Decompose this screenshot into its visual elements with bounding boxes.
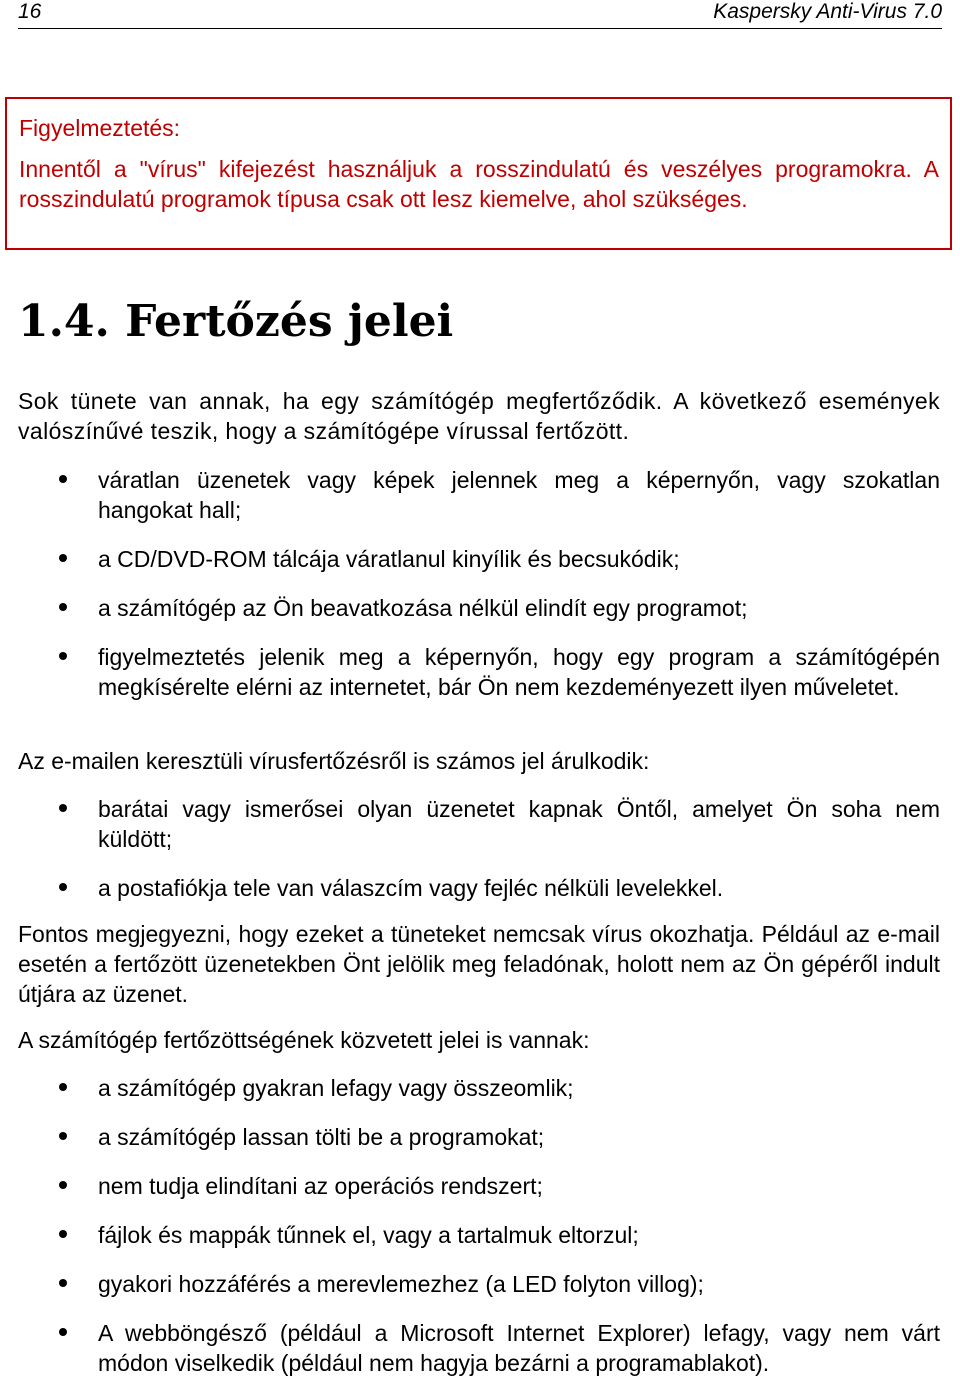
email-intro-block: [18, 746, 940, 776]
bullet-icon: [59, 1328, 67, 1336]
indirect-intro-paragraph: A számítógép fertőzöttségének közvetett jelei is vannak:: [18, 1027, 590, 1053]
bullet-icon: [59, 1181, 67, 1189]
list-item: barátai vagy ismerősei olyan üzenetet kapnak Öntől, amelyet Ön soha nem küldött;: [18, 794, 940, 854]
intro-block: [18, 386, 940, 446]
indirect-list-block: [18, 1073, 940, 1378]
email-intro-paragraph: Az e-mailen keresztüli vírusfertőzésről is számos jel árulkodik:: [18, 748, 650, 774]
warning-box: [5, 97, 952, 250]
bullet-icon: [59, 652, 67, 660]
list-item: a postafiókja tele van válaszcím vagy fejléc nélküli levelekkel.: [18, 873, 940, 903]
list-item: a számítógép az Ön beavatkozása nélkül elindít egy programot;: [18, 593, 940, 623]
warning-title: Figyelmeztetés:: [19, 115, 181, 141]
list-item: fájlok és mappák tűnnek el, vagy a tartalmuk eltorzul;: [18, 1220, 940, 1250]
bullet-icon: [59, 1279, 67, 1287]
note-paragraph: Fontos megjegyezni, hogy ezeket a tüneteket nemcsak vírus okozhatja. Például az e-mail esetén a fertőzött üzenetekben Önt jelölik meg feladónak, holott nem az Ön gépéről indult útjára az üzenet.: [18, 921, 940, 1007]
indirect-intro-block: [18, 1025, 940, 1055]
bullet-icon: [59, 603, 67, 611]
symptoms-list-block: [18, 465, 940, 702]
list-item: figyelmeztetés jelenik meg a képernyőn, hogy egy program a számítógépén megkísérelte elérni az internetet, bár Ön nem kezdeményezett ilyen műveletet.: [18, 642, 940, 702]
page-number: 16: [18, 0, 42, 23]
indirect-symptoms-list: [18, 1073, 940, 1378]
list-item: a számítógép lassan tölti be a programokat;: [18, 1122, 940, 1152]
page-header: [18, 0, 942, 29]
warning-text: Innentől a "vírus" kifejezést használjuk a rosszindulatú és veszélyes programokra. A rosszindulatú programok típusa csak ott lesz kiemelve, ahol szükséges.: [19, 156, 939, 212]
bullet-icon: [59, 804, 67, 812]
bullet-icon: [59, 1083, 67, 1091]
bullet-icon: [59, 1230, 67, 1238]
section-heading: 1.4. Fertőzés jelei: [18, 296, 454, 347]
intro-paragraph: Sok tünete van annak, ha egy számítógép megfertőződik. A következő események valószínűvé teszik, hogy a számítógépe vírussal fertőzött.: [18, 388, 940, 444]
bullet-icon: [59, 554, 67, 562]
list-item: váratlan üzenetek vagy képek jelennek meg a képernyőn, vagy szokatlan hangokat hall;: [18, 465, 940, 525]
list-item: gyakori hozzáférés a merevlemezhez (a LED folyton villog);: [18, 1269, 940, 1299]
bullet-icon: [59, 475, 67, 483]
list-item: nem tudja elindítani az operációs rendszert;: [18, 1171, 940, 1201]
bullet-icon: [59, 883, 67, 891]
note-block: [18, 919, 940, 1009]
email-list-block: [18, 794, 940, 903]
symptoms-list: [18, 465, 940, 702]
list-item: a számítógép gyakran lefagy vagy összeomlik;: [18, 1073, 940, 1103]
email-symptoms-list: [18, 794, 940, 903]
list-item: A webböngésző (például a Microsoft Internet Explorer) lefagy, vagy nem várt módon viselkedik (például nem hagyja bezárni a programablakot).: [18, 1318, 940, 1378]
running-title: Kaspersky Anti-Virus 7.0: [713, 0, 942, 23]
bullet-icon: [59, 1132, 67, 1140]
list-item: a CD/DVD-ROM tálcája váratlanul kinyílik és becsukódik;: [18, 544, 940, 574]
